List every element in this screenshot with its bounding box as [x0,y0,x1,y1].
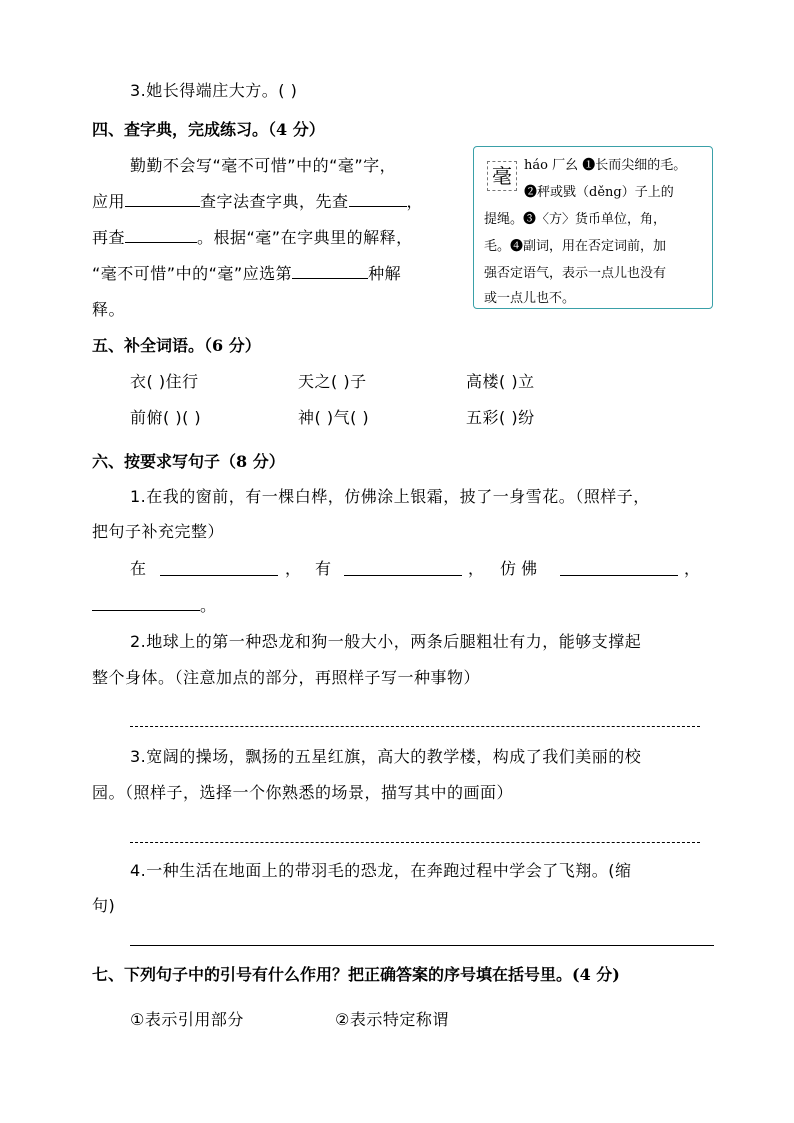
sec4-l2c: ， [406,192,424,211]
blank-s1-2[interactable] [344,575,462,576]
s3-line-a: 3.宽阔的操场，飘扬的五星红旗，高大的教学楼，构成了我们美丽的校 [130,747,642,766]
sec4-line-1: 勤勤不会写“毫不可惜”中的“毫”字， [130,156,397,175]
s1-end: 。 [200,596,217,615]
answer-line-s3[interactable] [130,842,700,843]
blank-first[interactable] [349,189,407,207]
s1-fangfo: 仿 佛 [500,559,538,578]
dict-line-4: 毛。❹副词，用在否定词前，加 [484,239,667,254]
blank-meaning[interactable] [292,261,368,279]
sec4-line-3 [92,225,413,248]
answer-line-s4[interactable] [130,945,714,946]
dict-line-1: háo 厂幺 ❶长而尖细的毛。 [524,158,687,173]
blank-then[interactable] [125,225,197,243]
s4-line-a: 4.一种生活在地面上的带羽毛的恐龙，在奔跑过程中学会了飞翔。(缩 [130,861,632,880]
dict-line-2: ❷秤或戥（děng）子上的 [524,185,674,200]
sec4-line-4 [92,261,401,284]
blank-s1-1[interactable] [160,575,278,576]
word-6: 五彩( )纷 [466,408,535,427]
sec4-l2a: 应用 [92,192,126,211]
s3-line-b: 园。（照样子，选择一个你熟悉的场景，描写其中的画面） [92,783,514,802]
dictionary-entry-box [473,146,713,309]
s1-line-b: 把句子补充完整） [92,522,225,541]
sec4-l4b: 种解 [368,264,402,283]
section-7-title: 七、下列句子中的引号有什么作用？把正确答案的序号填在括号里。(4 分) [92,965,620,984]
s4-line-b: 句) [92,896,116,915]
s2-line-a: 2.地球上的第一种恐龙和狗一般大小，两条后腿粗壮有力，能够支撑起 [130,632,642,651]
blank-method[interactable] [125,189,200,207]
s1-you: 有 [315,559,332,578]
word-5: 神( )气( ) [298,408,370,427]
sec4-l2b: 查字法查字典，先查 [200,192,349,211]
option-1: ①表示引用部分 [130,1010,244,1029]
s1-comma-3: ， [684,559,701,578]
section-4-title: 四、查字典，完成练习。（4 分） [92,120,325,139]
s2-line-b: 整个身体。（注意加点的部分，再照样子写一种事物） [92,668,481,687]
question-3: 3.她长得端庄大方。( ) [130,81,298,100]
sec4-line-5: 释。 [92,300,126,319]
option-2: ②表示特定称谓 [335,1010,449,1029]
answer-line-s2[interactable] [130,726,700,727]
section-5-title: 五、补全词语。（6 分） [92,336,261,355]
word-2: 天之( )子 [298,372,367,391]
dict-line-3: 提绳。❸〈方〉货币单位，角， [484,212,667,227]
word-3: 高楼( )立 [466,372,535,391]
sec4-l3b: 。根据“毫”在字典里的解释， [197,228,413,247]
word-4: 前俯( )( ) [130,408,202,427]
s1-line-a: 1.在我的窗前，有一棵白桦，仿佛涂上银霜，披了一身雪花。（照样子， [130,487,650,506]
section-6-title: 六、按要求写句子（8 分） [92,452,285,471]
sec4-l3a: 再查 [92,228,126,247]
dictionary-char: 毫 [487,161,517,191]
sec4-line-2 [92,189,423,212]
dict-line-5: 强否定语气，表示一点儿也没有 [484,266,667,281]
word-1: 衣( )住行 [130,372,199,391]
blank-s1-4[interactable] [92,610,200,611]
sec4-l4a: “毫不可惜”中的“毫”应选第 [92,264,293,283]
s1-comma-1: ， [285,559,302,578]
dict-line-6: 或一点儿也不。 [484,291,576,306]
s1-zai: 在 [130,559,147,578]
s1-comma-2: ， [468,559,485,578]
blank-s1-3[interactable] [560,575,678,576]
